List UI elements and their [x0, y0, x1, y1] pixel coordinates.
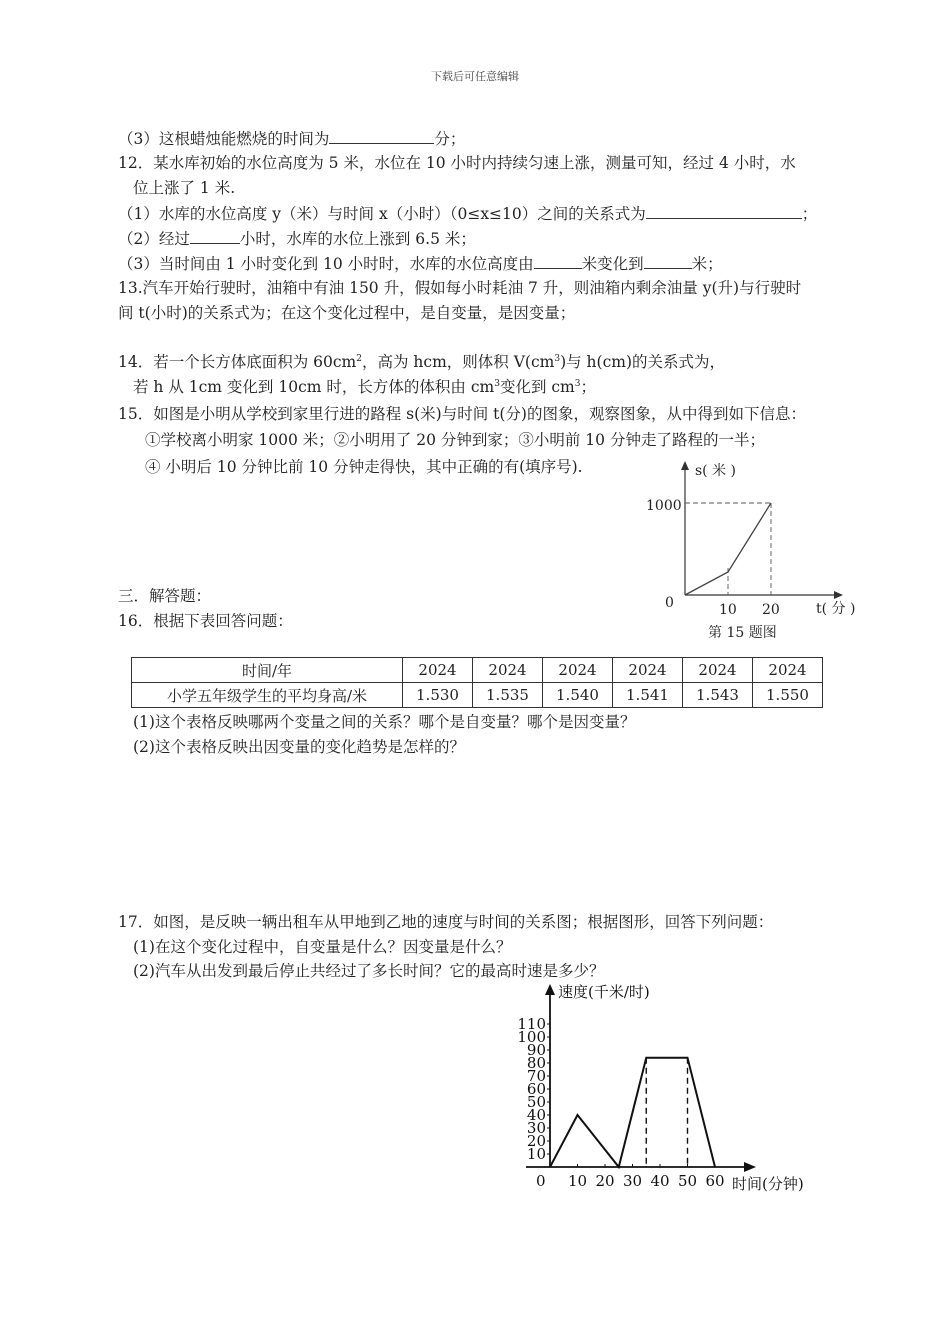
- q17-ytick-label: 100: [517, 1028, 546, 1046]
- q12-1-text: （1）水库的水位高度 y（米）与时间 x（小时）（0≤x≤10）之间的关系式为: [118, 205, 646, 223]
- q12-3-text-c: 米；: [691, 255, 723, 273]
- q14-stem-cont: [133, 377, 596, 397]
- q17-x-arrow: [744, 1162, 756, 1172]
- q17-ytick-label: 90: [526, 1041, 546, 1059]
- table-row: [132, 658, 823, 683]
- q12-2-text-b: 小时，水库的水位上涨到 6.5 米；: [239, 230, 476, 248]
- q17-part1: (1)在这个变化过程中，自变量是什么？因变量是什么？: [133, 938, 512, 956]
- q15-x-arrow: [834, 591, 843, 599]
- table-cell: 1.540: [543, 683, 613, 708]
- q17-series-line: [550, 1058, 715, 1167]
- q17-xtick-label: 50: [677, 1172, 698, 1190]
- q17-ytick-label: 70: [526, 1067, 546, 1085]
- q17-stem: 17．如图，是反映一辆出租车从甲地到乙地的速度与时间的关系图；根据图形，回答下列问题：: [118, 913, 774, 931]
- q12-1-end: ；: [801, 205, 818, 223]
- table-cell: 2024: [683, 658, 753, 683]
- table-cell: 1.543: [683, 683, 753, 708]
- q17-ytick-label: 60: [526, 1080, 546, 1098]
- answer-blank[interactable]: [534, 253, 582, 269]
- q15-caption: 第 15 题图: [708, 625, 777, 641]
- table-cell: 2024: [613, 658, 683, 683]
- q16-part2: (2)这个表格反映出因变量的变化趋势是怎样的？: [133, 738, 465, 756]
- q14-stem: [118, 352, 725, 372]
- q17-xtick-label: 40: [650, 1172, 670, 1190]
- sup-2: 2: [356, 353, 362, 364]
- height-table: [131, 657, 823, 708]
- q17-xtick-label: 30: [622, 1172, 643, 1190]
- q11-3-text: （3）这根蜡烛能燃烧的时间为: [118, 130, 330, 148]
- q17-chart: [500, 978, 830, 1200]
- q17-ytick-label: 80: [526, 1054, 546, 1072]
- sup-3: 3: [574, 378, 581, 389]
- table-cell: 2024: [403, 658, 473, 683]
- table-cell: 1.530: [403, 683, 473, 708]
- q17-ytick-label: 30: [526, 1119, 546, 1137]
- q17-x-label: 时间(分钟): [732, 1175, 804, 1193]
- table-cell: 2024: [753, 658, 823, 683]
- table-header-year: 时间/年: [132, 658, 403, 683]
- q14-text-3: )与 h(cm)的关系式为，: [560, 353, 726, 371]
- q17-guides: [646, 1058, 687, 1167]
- q14-text-2: ，高为 hcm，则体积 V(cm: [362, 353, 555, 371]
- q14-text-1: 14．若一个长方体底面积为 60cm: [118, 353, 357, 371]
- q14-text-5: 变化到 cm: [499, 378, 575, 396]
- q15-xtick-10: 10: [719, 602, 737, 618]
- q12-part2: [118, 228, 476, 249]
- q17-x-ticks: [568, 1164, 725, 1190]
- q17-xtick-label: 60: [705, 1172, 725, 1190]
- q12-stem-cont: 位上涨了 1 米.: [133, 179, 236, 197]
- q11-3-end: 分；: [434, 130, 466, 148]
- q16-part1: (1)这个表格反映哪两个变量之间的关系？哪个是自变量？哪个是因变量？: [133, 713, 636, 731]
- q17-part2: (2)汽车从出发到最后停止共经过了多长时间？它的最高时速是多少？: [133, 962, 605, 980]
- q15-xtick-20: 20: [762, 602, 780, 618]
- q15-y-arrow: [681, 461, 689, 470]
- q17-xtick-label: 20: [595, 1172, 615, 1190]
- table-cell: 2024: [473, 658, 543, 683]
- page-header: 下载后可任意编辑: [431, 70, 519, 83]
- q15-stem: 15．如图是小明从学校到家里行进的路程 s(米)与时间 t(分)的图象，观察图象，从中得到如下信息：: [118, 405, 806, 423]
- answer-blank[interactable]: [329, 128, 434, 144]
- q17-ytick-label: 110: [517, 1015, 546, 1033]
- q17-origin: 0: [536, 1172, 546, 1190]
- answer-blank[interactable]: [646, 203, 802, 219]
- q17-xtick-label: 10: [567, 1172, 588, 1190]
- table-header-height: 小学五年级学生的平均身高/米: [132, 683, 403, 708]
- q13-stem-cont: 间 t(小时)的关系式为；在这个变化过程中，是自变量，是因变量；: [118, 304, 576, 322]
- q17-ytick-label: 20: [526, 1132, 546, 1150]
- table-cell: 1.535: [473, 683, 543, 708]
- q15-series-line: [685, 503, 771, 595]
- q15-info-2: ④ 小明后 10 分钟比前 10 分钟走得快，其中正确的有(填序号).: [145, 458, 583, 476]
- q15-y-label: s( 米 ): [695, 463, 737, 479]
- sup-3: 3: [494, 378, 500, 389]
- table-cell: 1.550: [753, 683, 823, 708]
- answer-blank[interactable]: [644, 253, 692, 269]
- q17-y-ticks: [517, 1015, 550, 1163]
- q13-stem: 13.汽车开始行驶时，油箱中有油 150 升，假如每小时耗油 7 升，则油箱内剩余油量 y(升)与行驶时: [118, 279, 802, 297]
- table-row: [132, 683, 823, 708]
- sup-3: 3: [554, 353, 561, 364]
- q15-ytick-1000: 1000: [646, 498, 682, 514]
- q15-origin: 0: [665, 595, 674, 611]
- q17-ytick-label: 50: [526, 1093, 546, 1111]
- q17-ytick-label: 40: [526, 1106, 546, 1124]
- q15-info-1: ①学校离小明家 1000 米；②小明用了 20 分钟到家；③小明前 10 分钟走了路程的一半；: [145, 431, 765, 449]
- table-cell: 1.541: [613, 683, 683, 708]
- q17-y-arrow: [545, 984, 555, 995]
- section-3-title: 三．解答题：: [118, 587, 212, 605]
- q11-part3: [118, 128, 465, 149]
- q12-part1: [118, 203, 817, 224]
- q14-text-6: ；: [580, 378, 596, 396]
- q12-stem: 12．某水库初始的水位高度为 5 米，水位在 10 小时内持续匀速上涨，测量可知，经过 4 小时，水: [118, 154, 796, 172]
- q17-ytick-label: 10: [526, 1145, 546, 1163]
- q12-3-text-b: 米变化到: [581, 255, 644, 273]
- q12-part3: [118, 253, 723, 274]
- answer-blank[interactable]: [190, 228, 240, 244]
- q17-y-label: 速度(千米/时): [558, 983, 650, 1001]
- q14-text-4: 若 h 从 1cm 变化到 10cm 时，长方体的体积由 cm: [133, 378, 495, 396]
- table-cell: 2024: [543, 658, 613, 683]
- q15-chart: [630, 455, 870, 645]
- q12-3-text-a: （3）当时间由 1 小时变化到 10 小时时，水库的水位高度由: [118, 255, 534, 273]
- q12-2-text-a: （2）经过: [118, 230, 190, 248]
- q16-stem: 16．根据下表回答问题：: [118, 612, 293, 630]
- q15-x-label: t( 分 ): [816, 601, 856, 617]
